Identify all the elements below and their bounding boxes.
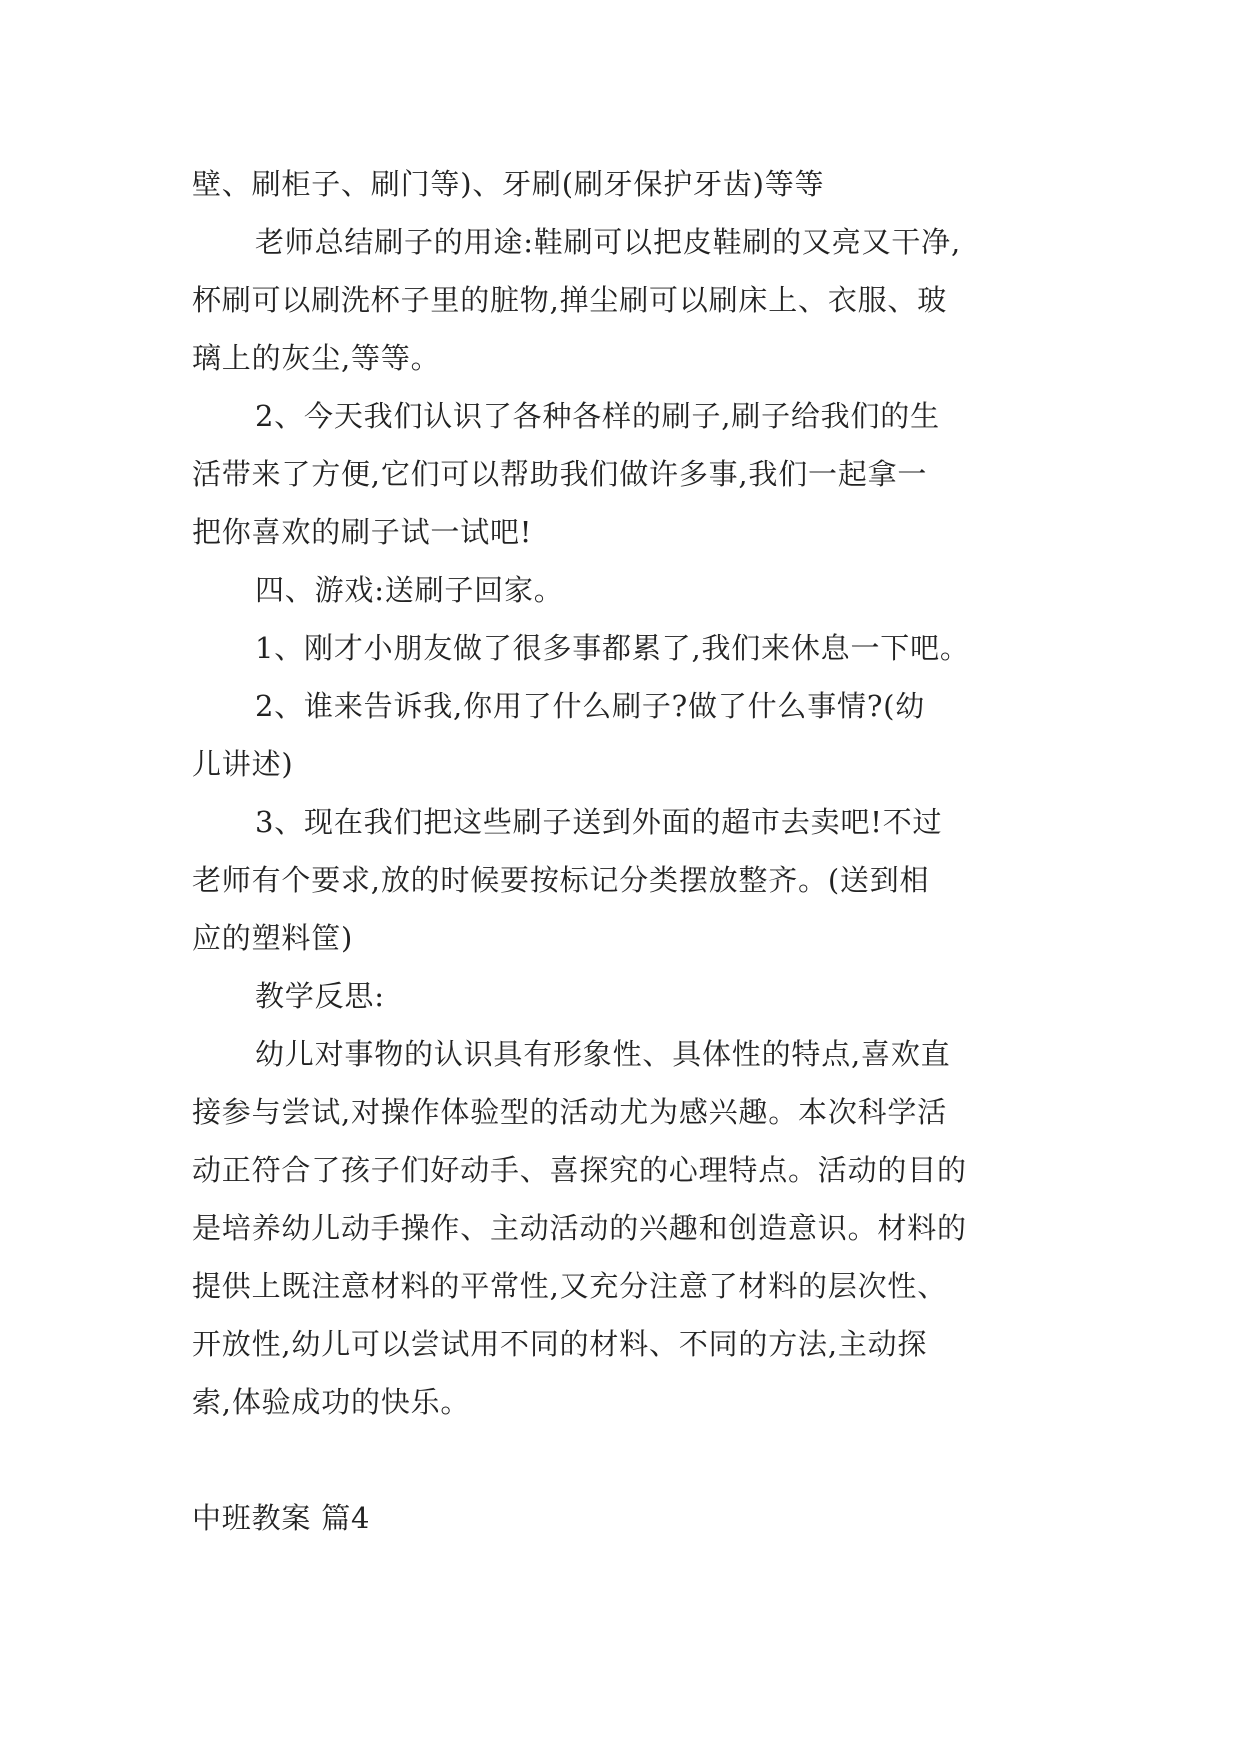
- text-line: 2、今天我们认识了各种各样的刷子,刷子给我们的生: [255, 399, 940, 433]
- text-line: 老师总结刷子的用途:鞋刷可以把皮鞋刷的又亮又干净,: [255, 225, 961, 259]
- text-line: 杯刷可以刷洗杯子里的脏物,掸尘刷可以刷床上、衣服、玻: [192, 283, 948, 317]
- text-line: 老师有个要求,放的时候要按标记分类摆放整齐。(送到相: [192, 863, 930, 897]
- text-line: 动正符合了孩子们好动手、喜探究的心理特点。活动的目的: [192, 1153, 967, 1187]
- text-line: 活带来了方便,它们可以帮助我们做许多事,我们一起拿一: [192, 457, 928, 491]
- text-line: 幼儿对事物的认识具有形象性、具体性的特点,喜欢直: [255, 1037, 951, 1071]
- text-line: 1、刚才小朋友做了很多事都累了,我们来休息一下吧。: [255, 631, 970, 665]
- text-line: 把你喜欢的刷子试一试吧!: [192, 515, 533, 549]
- text-line: 儿讲述): [192, 747, 294, 781]
- text-line: 壁、刷柜子、刷门等)、牙刷(刷牙保护牙齿)等等: [192, 167, 825, 201]
- text-line: 是培养幼儿动手操作、主动活动的兴趣和创造意识。材料的: [192, 1211, 967, 1245]
- text-line: 索,体验成功的快乐。: [192, 1385, 471, 1419]
- text-line: 3、现在我们把这些刷子送到外面的超市去卖吧!不过: [255, 805, 943, 839]
- text-line: 应的塑料筐): [192, 921, 354, 955]
- text-line: 接参与尝试,对操作体验型的活动尤为感兴趣。本次科学活: [192, 1095, 948, 1129]
- section-heading: 中班教案 篇4: [192, 1501, 371, 1535]
- text-line: 璃上的灰尘,等等。: [192, 341, 441, 375]
- text-line: 2、谁来告诉我,你用了什么刷子?做了什么事情?(幼: [255, 689, 926, 723]
- text-line: 教学反思:: [255, 979, 385, 1013]
- text-line: 开放性,幼儿可以尝试用不同的材料、不同的方法,主动探: [192, 1327, 928, 1361]
- text-line: 四、游戏:送刷子回家。: [255, 573, 564, 607]
- text-line: 提供上既注意材料的平常性,又充分注意了材料的层次性、: [192, 1269, 948, 1303]
